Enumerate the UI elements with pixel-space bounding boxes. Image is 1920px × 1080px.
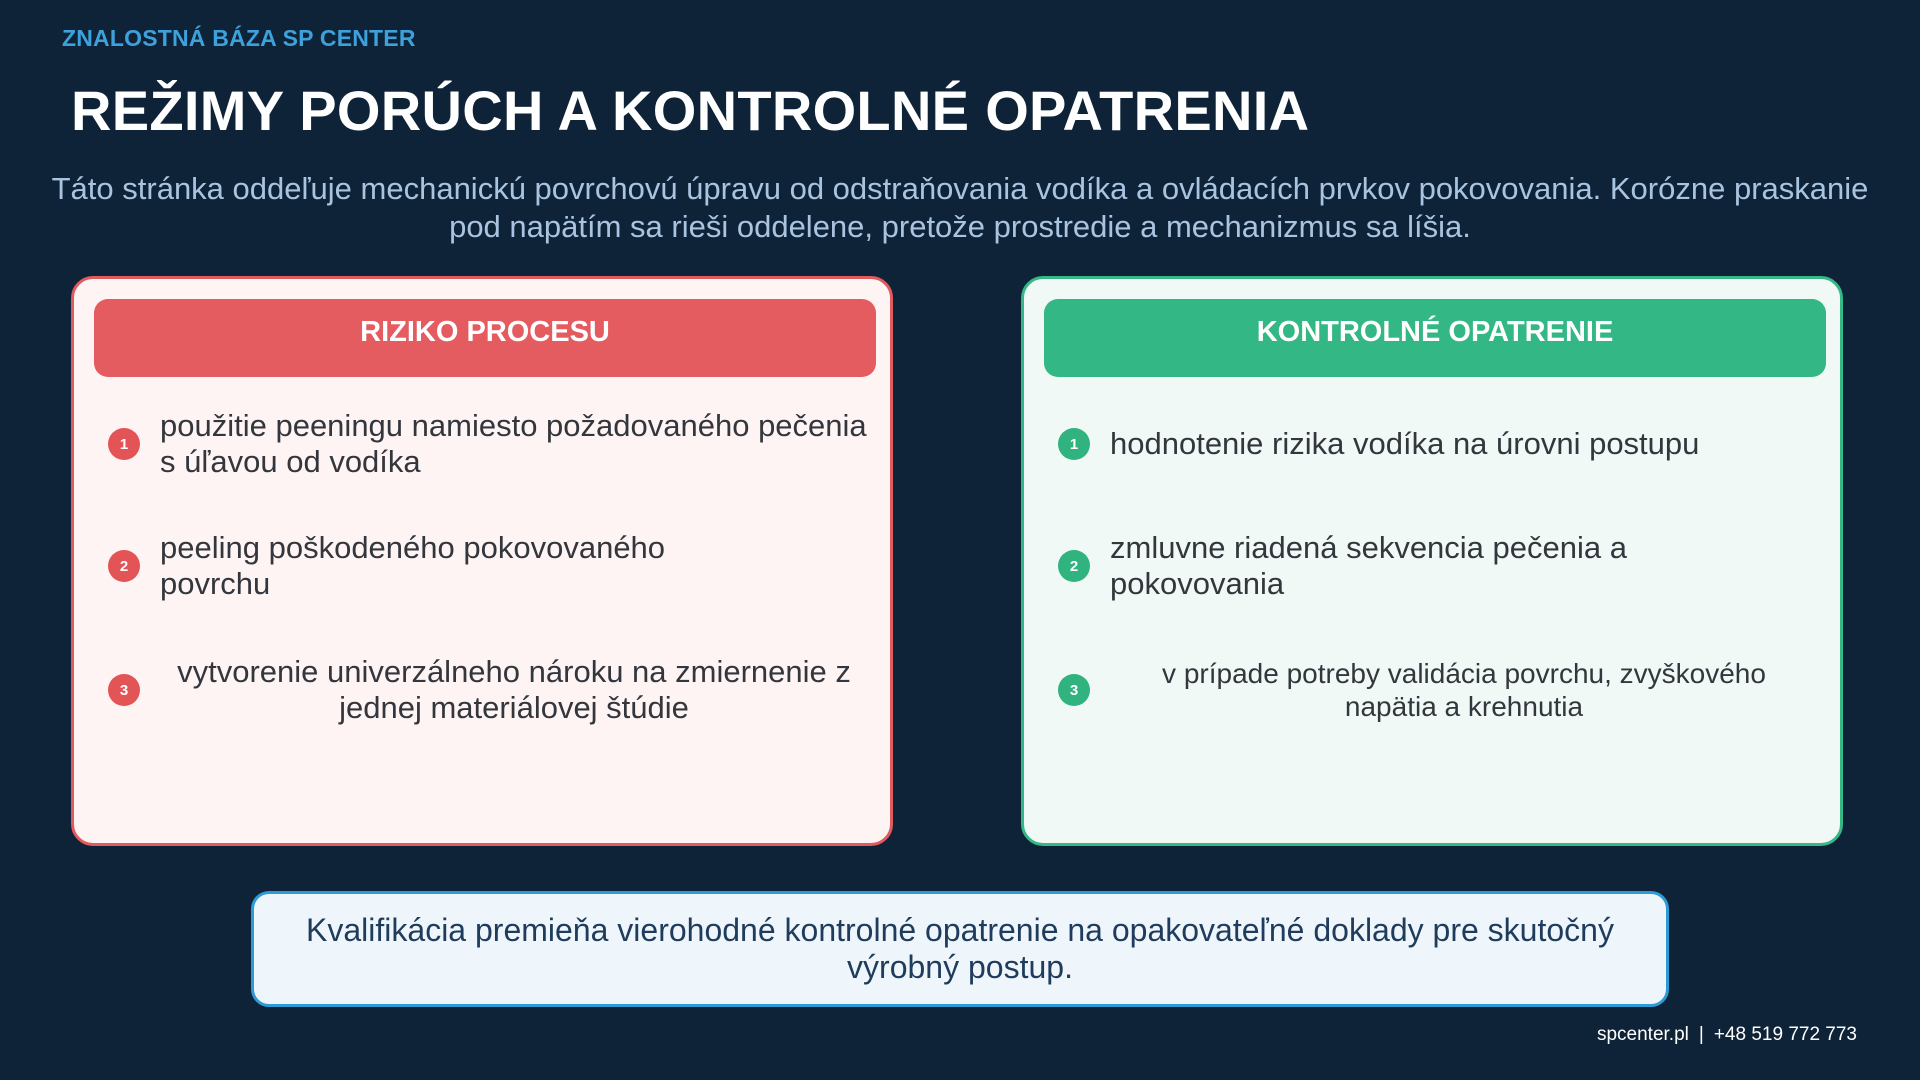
qualification-note: Kvalifikácia premieňa vierohodné kontrolné opatrenie na opakovateľné doklady pre skutočný výrobný postup. xyxy=(251,891,1669,1007)
control-measure-heading: KONTROLNÉ OPATRENIE xyxy=(1044,299,1826,377)
control-item-text: v prípade potreby validácia povrchu, zvyškového napätia a krehnutia xyxy=(1162,658,1766,722)
control-item-text: zmluvne riadená sekvencia pečenia a pokovovania xyxy=(1110,530,1627,601)
control-measure-card xyxy=(1021,276,1843,846)
control-item xyxy=(1058,511,1818,621)
contact-separator: | xyxy=(1698,1024,1704,1045)
website-link[interactable]: spcenter.pl xyxy=(1596,1024,1689,1045)
process-risk-heading: RIZIKO PROCESU xyxy=(94,299,876,377)
number-badge: 1 xyxy=(1058,428,1090,460)
control-item xyxy=(1058,635,1818,745)
contact-info xyxy=(1597,1024,1857,1046)
number-badge: 3 xyxy=(1058,674,1090,706)
control-item-text: hodnotenie rizika vodíka na úrovni postupu xyxy=(1110,426,1700,461)
number-badge: 3 xyxy=(108,674,140,706)
page-subtitle: Táto stránka oddeľuje mechanickú povrchovú úpravu od odstraňovania vodíka a ovládacích prvkov pokovovania. Korózne praskanie pod napätím sa rieši oddelene, pretože prostredie a mechanizmus sa líšia. xyxy=(51,171,1869,244)
risk-item xyxy=(108,389,868,499)
risk-item-text: použitie peeningu namiesto požadovaného pečenia s úľavou od vodíka xyxy=(160,408,867,479)
number-badge: 2 xyxy=(1058,550,1090,582)
risk-item xyxy=(108,635,868,745)
process-risk-card xyxy=(71,276,893,846)
number-badge: 2 xyxy=(108,550,140,582)
page-title: REŽIMY PORÚCH A KONTROLNÉ OPATRENIA xyxy=(71,79,1310,142)
phone-number[interactable]: +48 519 772 773 xyxy=(1713,1024,1857,1045)
risk-item xyxy=(108,511,868,621)
risk-item-text: peeling poškodeného pokovovaného povrchu xyxy=(160,530,666,601)
control-item xyxy=(1058,389,1818,499)
number-badge: 1 xyxy=(108,428,140,460)
kicker-label: ZNALOSTNÁ BÁZA SP CENTER xyxy=(62,25,416,51)
risk-item-text: vytvorenie univerzálneho nároku na zmiernenie z jednej materiálovej štúdie xyxy=(177,654,851,725)
